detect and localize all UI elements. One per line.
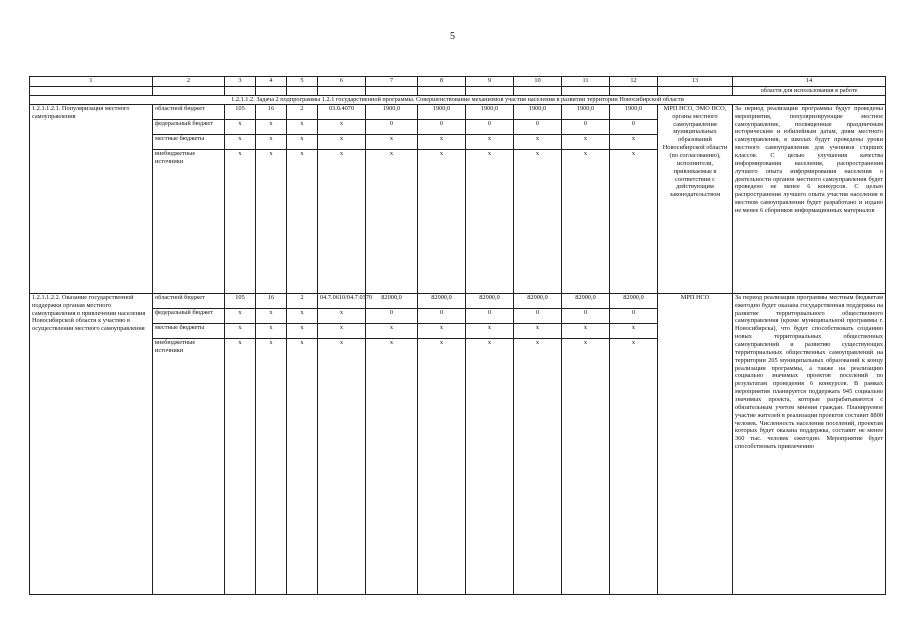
table-cell: x — [287, 308, 318, 323]
expected-result: За период реализации программы местным бюджетам ежегодно будет оказана государственная поддержка на развитие территориального общественного самоуправления (кроме муниципальной программы г. Новосибирска), что будет способствовать созданию новых территориальных общественных самоуправлений и развитию существующих территориальных общественных самоуправлений на территории 205 муниципальных образований к концу реализации программы, а также на реализацию социально значимых проектов поселений по результатам проведения 6 конкурсов. В рамках мероприятия планируется поддержать 945 социально значимых проекта, которые разрабатываются с обязательным учетом мнения граждан. Планируемое участие жителей в реализации проектов составит 8800 человек. Численность населения поселений, проектам которых будет оказана поддержка, составит не менее 360 тыс. человек ежегодно. Мероприятие будет способствовать привлечению — [733, 293, 886, 594]
col-header: 7 — [366, 77, 418, 87]
funding-source: внебюджетные источники — [153, 149, 225, 293]
table-cell: 2 — [287, 104, 318, 119]
col-header: 1 — [30, 77, 153, 87]
table-cell: x — [256, 338, 287, 594]
table-cell: 0 — [562, 119, 610, 134]
event-name: 1.2.1.1.2.1. Популяризация местного самоуправления — [30, 104, 153, 293]
table-cell: x — [318, 338, 366, 594]
table-cell: x — [514, 338, 562, 594]
table-cell: x — [366, 149, 418, 293]
table-cell: 16 — [256, 293, 287, 308]
col-header: 10 — [514, 77, 562, 87]
table-cell: x — [225, 308, 256, 323]
table-cell: 03.0.4070 — [318, 104, 366, 119]
table-cell: 1900,0 — [610, 104, 658, 119]
table-cell: x — [318, 308, 366, 323]
col-header: 9 — [466, 77, 514, 87]
table-cell: 82000,0 — [366, 293, 418, 308]
funding-source: внебюджетные источники — [153, 338, 225, 594]
column-numbers-row — [30, 77, 886, 87]
col-header: 8 — [418, 77, 466, 87]
funding-source: федеральный бюджет — [153, 308, 225, 323]
table-cell: x — [610, 149, 658, 293]
table-cell: x — [514, 134, 562, 149]
table-cell: 16 — [256, 104, 287, 119]
task-title-row — [30, 95, 886, 104]
table-cell: 0 — [610, 308, 658, 323]
expected-result: За период реализации программы будут проведены мероприятия, популяризирующие местное самоуправление, посвященные праздничным историческим и юбилейным датам, дням местного самоуправления, в школах будут проведены уроки местного самоуправления для учеников старших классов. С целью улучшения качества информирования населения, распространения лучшего опыта информирования населения о деятельности органов местного самоуправления будет проведено не менее 6 конкурсов. С целью распространения лучшего опыта участия населения в местном самоуправлении будет разработано и издано не менее 6 сборников информационных материалов — [733, 104, 886, 293]
col-header: 14 — [733, 77, 886, 87]
table-cell: 2 — [287, 293, 318, 308]
table-cell: 0 — [562, 308, 610, 323]
col-header: 2 — [153, 77, 225, 87]
table-cell: x — [256, 119, 287, 134]
table-cell: x — [318, 323, 366, 338]
table-cell: x — [418, 134, 466, 149]
col-header: 4 — [256, 77, 287, 87]
col-header: 13 — [658, 77, 733, 87]
table-cell: 0 — [610, 119, 658, 134]
table-cell: x — [287, 338, 318, 594]
table-cell: 0 — [514, 119, 562, 134]
table-cell: x — [318, 134, 366, 149]
table-cell: x — [366, 323, 418, 338]
table-cell: 1900,0 — [418, 104, 466, 119]
table-cell: x — [287, 149, 318, 293]
table-cell: x — [225, 323, 256, 338]
table-cell: x — [466, 323, 514, 338]
table-cell: 1900,0 — [514, 104, 562, 119]
table-cell: 1900,0 — [466, 104, 514, 119]
page-number: 5 — [450, 31, 455, 42]
table-cell: x — [418, 323, 466, 338]
table-cell: x — [225, 134, 256, 149]
funding-source: областной бюджет — [153, 104, 225, 119]
table-cell: x — [610, 323, 658, 338]
continuation-row — [30, 87, 886, 96]
table-cell: 105 — [225, 104, 256, 119]
table-cell: 1900,0 — [366, 104, 418, 119]
table-cell: x — [418, 338, 466, 594]
table-cell: x — [366, 338, 418, 594]
table-cell: 1900,0 — [562, 104, 610, 119]
table-cell: x — [366, 134, 418, 149]
table-cell: 0 — [366, 308, 418, 323]
table-cell: x — [610, 338, 658, 594]
table-cell: 0 — [418, 119, 466, 134]
table-cell: x — [287, 119, 318, 134]
table-cell: 105 — [225, 293, 256, 308]
table-cell: x — [318, 119, 366, 134]
table-cell: 04.7.0610/04.7.0370 — [318, 293, 366, 308]
table-cell: x — [610, 134, 658, 149]
table-cell: 82000,0 — [562, 293, 610, 308]
event-name: 1.2.1.1.2.2. Оказание государственной поддержки органам местного самоуправления в привлечении населения Новосибирской области к участию в осуществлении местного самоуправления — [30, 293, 153, 594]
table-cell: 0 — [466, 119, 514, 134]
table-cell: x — [466, 134, 514, 149]
table-cell: x — [418, 149, 466, 293]
table-cell: x — [225, 119, 256, 134]
funding-source: местные бюджеты — [153, 323, 225, 338]
col-header: 5 — [287, 77, 318, 87]
col14-continuation: области для использования в работе — [733, 87, 886, 96]
table-cell: 0 — [466, 308, 514, 323]
funding-source: федеральный бюджет — [153, 119, 225, 134]
table-cell: x — [514, 323, 562, 338]
funding-source: областной бюджет — [153, 293, 225, 308]
col-header: 3 — [225, 77, 256, 87]
table-row — [30, 104, 886, 119]
table-cell: x — [287, 323, 318, 338]
table-cell: x — [225, 149, 256, 293]
table-cell: 0 — [514, 308, 562, 323]
col-header: 12 — [610, 77, 658, 87]
executor: МРП НСО — [658, 293, 733, 594]
table-cell: 0 — [366, 119, 418, 134]
table-cell: 82000,0 — [418, 293, 466, 308]
table-cell: x — [562, 149, 610, 293]
table-cell: x — [562, 323, 610, 338]
table-cell: 82000,0 — [514, 293, 562, 308]
executor: МРП НСО, ЭМО НСО, органы местного самоуправления муниципальных образований Новосибирской области (по согласованию), исполнители, привлекаемые в соответствии с действующим законодательством — [658, 104, 733, 293]
table-cell: x — [256, 149, 287, 293]
col-header: 11 — [562, 77, 610, 87]
col-header: 6 — [318, 77, 366, 87]
table-cell: 82000,0 — [466, 293, 514, 308]
task-title: 1.2.1.1.2. Задача 2 подпрограммы 1.2.1 государственной программы. Совершенствование механизмов участия населения в развитии территории Новосибирской области — [30, 95, 886, 104]
table-cell: 82000,0 — [610, 293, 658, 308]
funding-source: местные бюджеты — [153, 134, 225, 149]
table-cell: x — [225, 338, 256, 594]
program-table — [29, 76, 886, 595]
table-cell: x — [514, 149, 562, 293]
table-cell: x — [318, 149, 366, 293]
table-cell: 0 — [418, 308, 466, 323]
table-row — [30, 293, 886, 308]
table-cell: x — [466, 149, 514, 293]
table-cell: x — [287, 134, 318, 149]
table-cell: x — [256, 308, 287, 323]
table-cell: x — [562, 134, 610, 149]
table-cell: x — [256, 134, 287, 149]
table-cell: x — [466, 338, 514, 594]
table-cell: x — [256, 323, 287, 338]
table-cell: x — [562, 338, 610, 594]
